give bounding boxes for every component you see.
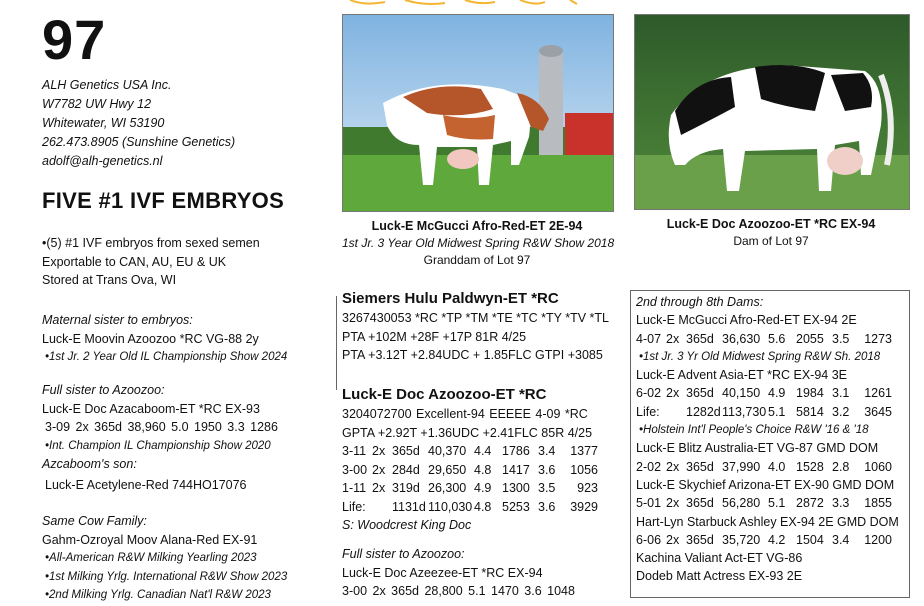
consignor-line: ALH Genetics USA Inc.: [42, 78, 172, 92]
sire-line: PTA +102M +28F +17P 81R 4/25: [342, 329, 527, 344]
rec-cell: 3-00: [342, 462, 368, 477]
photo-granddam: [342, 14, 614, 212]
sire-line: PTA +3.12T +2.84UDC + 1.85FLC GTPI +3085: [342, 348, 603, 362]
rec-cell: 2x: [372, 462, 386, 477]
rec-cell: 1377: [570, 444, 598, 458]
cow-red-white-image: [343, 15, 613, 211]
dam-8-name: Dodeb Matt Actress EX-93 2E: [636, 569, 803, 584]
dam-4-record: [636, 458, 909, 476]
dam-7-name: Kachina Valiant Act-ET VG-86: [636, 551, 803, 566]
rec-cell: 5814: [796, 404, 824, 419]
dam-record-row: [342, 479, 612, 498]
rec-cell: 1261: [864, 386, 892, 401]
dam-record-row: [342, 461, 612, 480]
sire-line: 3267430053 *RC *TP *TM *TE *TC *TY *TV *TL: [342, 311, 610, 325]
dam-line: GPTA +2.92T +1.36UDC +2.41FLC 85R 4/25: [342, 425, 593, 440]
rec-cell: 4.9: [768, 386, 786, 401]
rec-cell: 1984: [796, 386, 824, 401]
maternal-sister-name: Luck-E Moovin Azoozoo *RC VG-88 2y: [42, 331, 259, 346]
offering-block: [42, 234, 260, 290]
rec-cell: 2x: [372, 481, 386, 495]
dams-box: [630, 290, 910, 598]
dams-label: 2nd through 8th Dams:: [636, 295, 764, 309]
caption-dam: [634, 216, 908, 250]
dam-6-record: [636, 531, 909, 549]
photo-dam: [634, 14, 910, 210]
rec-cell: 1417: [502, 462, 530, 477]
same-family-note: •1st Milking Yrlg. International R&W Show 2023: [45, 570, 288, 583]
rec-cell: 4.0: [768, 459, 786, 474]
caption-granddam: [342, 218, 615, 269]
rec-cell: 4.4: [474, 444, 492, 458]
rec-cell: 365d: [392, 444, 420, 458]
rec-cell: 113,730: [722, 404, 767, 419]
rec-cell: 6-02: [636, 386, 662, 401]
rec-cell: 5253: [502, 499, 530, 514]
rec-cell: 1300: [502, 481, 530, 495]
sire-block: [342, 289, 609, 365]
rec-cell: 36,630: [722, 331, 761, 346]
rec-cell: 4.8: [474, 499, 492, 514]
rec-cell: 35,720: [722, 532, 761, 547]
dam-3-record: [636, 384, 909, 402]
full-sister2-record: 3-00 2x 365d 28,800 5.1 1470 3.6 1048: [342, 584, 575, 598]
rec-cell: 56,280: [722, 496, 761, 511]
rec-cell: 2-02: [636, 459, 662, 474]
rec-cell: 365d: [686, 496, 714, 511]
rec-cell: 1056: [570, 462, 598, 477]
rec-cell: 4.2: [768, 532, 786, 547]
rec-cell: 2.8: [832, 459, 850, 474]
rec-cell: 1-11: [342, 481, 367, 495]
dam-life-row: [342, 498, 612, 517]
rec-cell: 6-06: [636, 532, 662, 547]
rec-cell: 5-01: [636, 496, 662, 511]
rec-cell: 110,030: [428, 499, 473, 514]
rec-cell: 2x: [666, 459, 680, 474]
rec-cell: 5.1: [768, 496, 786, 511]
rec-cell: 1504: [796, 532, 824, 547]
dam-name: Luck-E Doc Azoozoo-ET *RC: [342, 386, 547, 403]
rec-cell: 26,300: [428, 481, 467, 495]
dam-sire-line: S: Woodcrest King Doc: [342, 518, 472, 532]
full-sister-block: [42, 381, 278, 494]
maternal-sister-block: [42, 311, 287, 367]
rec-cell: 3.5: [832, 331, 850, 346]
rec-cell: 1855: [864, 496, 892, 511]
granddam-relation: Granddam of Lot 97: [423, 253, 531, 267]
rec-cell: Life:: [636, 404, 660, 419]
dam-2-note: •1st Jr. 3 Yr Old Midwest Spring R&W Sh. 2018: [639, 350, 881, 363]
dam-5-name: Luck-E Skychief Arizona-ET EX-90 GMD DOM: [636, 477, 895, 492]
full-sister-record: 3-09 2x 365d 38,960 5.0 1950 3.3 1286: [45, 420, 278, 434]
same-family-note: •All-American R&W Milking Yearling 2023: [45, 552, 257, 564]
rec-cell: 3645: [864, 404, 892, 419]
divider-line: [336, 296, 337, 390]
dam-photo-name: Luck-E Doc Azoozoo-ET *RC EX-94: [666, 217, 876, 231]
rec-cell: 3.6: [538, 499, 556, 514]
full-sister-note: •Int. Champion IL Championship Show 2020: [45, 439, 271, 452]
rec-cell: 284d: [392, 462, 420, 477]
rec-cell: 2x: [666, 331, 680, 346]
rec-cell: 5.6: [768, 331, 786, 346]
dam-3-life: [636, 403, 909, 421]
son-label: Azcaboom's son:: [42, 457, 137, 471]
dam-2-name: Luck-E McGucci Afro-Red-ET EX-94 2E: [636, 313, 857, 328]
rec-cell: 29,650: [428, 462, 467, 477]
rec-cell: 3.5: [538, 481, 556, 495]
offering-line: Exportable to CAN, AU, EU & UK: [42, 254, 227, 269]
son-name: Luck-E Acetylene-Red 744HO17076: [45, 477, 247, 492]
maternal-sister-label: Maternal sister to embryos:: [42, 313, 193, 327]
rec-cell: 40,150: [722, 386, 761, 401]
same-family-label: Same Cow Family:: [42, 514, 147, 528]
headline: FIVE #1 IVF EMBRYOS: [42, 188, 285, 213]
rec-cell: 1131d: [392, 499, 426, 514]
rec-cell: 3.1: [832, 386, 850, 401]
same-family-block: [42, 512, 287, 605]
lot-number: 97: [42, 8, 107, 71]
full-sister-name: Luck-E Doc Azacaboom-ET *RC EX-93: [42, 401, 260, 416]
same-family-note: •2nd Milking Yrlg. Canadian Nat'l R&W 2023: [45, 589, 271, 601]
rec-cell: 3929: [570, 499, 598, 514]
dam-5-record: [636, 494, 909, 512]
dam-4-name: Luck-E Blitz Australia-ET VG-87 GMD DOM: [636, 441, 879, 456]
rec-cell: 1786: [502, 444, 530, 458]
same-family-name: Gahm-Ozroyal Moov Alana-Red EX-91: [42, 532, 258, 547]
consignor-address: [42, 76, 235, 171]
rec-cell: 3.4: [832, 532, 850, 547]
rec-cell: 923: [577, 481, 598, 495]
rec-cell: 2055: [796, 331, 824, 346]
rec-cell: 40,370: [428, 444, 467, 458]
consignor-phone: 262.473.8905 (Sunshine Genetics): [42, 135, 236, 149]
rec-cell: 4-07: [636, 331, 662, 346]
full-sister-label: Full sister to Azoozoo:: [42, 383, 165, 397]
rec-cell: 365d: [686, 459, 714, 474]
rec-cell: 1282d: [686, 404, 721, 419]
rec-cell: 3.3: [832, 496, 850, 511]
dam-record-row: [342, 442, 612, 461]
rec-cell: 1273: [864, 331, 892, 346]
rec-cell: 37,990: [722, 459, 761, 474]
full-sister2-block: [342, 545, 575, 601]
rec-cell: 3-11: [342, 444, 367, 458]
dam-photo-relation: Dam of Lot 97: [733, 234, 809, 248]
rec-cell: 1200: [864, 532, 892, 547]
dam-block: [342, 385, 612, 535]
rec-cell: 2x: [666, 496, 680, 511]
rec-cell: 4.9: [474, 481, 492, 495]
offering-line: •(5) #1 IVF embryos from sexed semen: [42, 236, 260, 250]
rec-cell: 319d: [392, 481, 420, 495]
maternal-sister-note: •1st Jr. 2 Year Old IL Championship Show 2024: [45, 351, 288, 363]
rec-cell: 5.1: [768, 404, 786, 419]
dam-3-name: Luck-E Advent Asia-ET *RC EX-94 3E: [636, 368, 847, 383]
consignor-line: Whitewater, WI 53190: [42, 116, 165, 130]
rec-cell: 4.8: [474, 462, 492, 477]
dams-list: [631, 291, 909, 586]
rec-cell: 365d: [686, 331, 714, 346]
top-decoration: [345, 0, 585, 6]
cow-black-white-image: [635, 15, 909, 209]
granddam-name: Luck-E McGucci Afro-Red-ET 2E-94: [371, 219, 583, 233]
rec-cell: 1060: [864, 459, 892, 474]
consignor-email: adolf@alh-genetics.nl: [42, 154, 163, 168]
full-sister2-label: Full sister to Azoozoo:: [342, 547, 465, 561]
consignor-line: W7782 UW Hwy 12: [42, 97, 152, 111]
full-sister2-name: Luck-E Doc Azeezee-ET *RC EX-94: [342, 565, 543, 580]
rec-cell: 2x: [372, 444, 386, 458]
rec-cell: 3.2: [832, 404, 850, 419]
rec-cell: Life:: [342, 499, 366, 514]
dam-line: 3204072700 Excellent-94 EEEEE 4-09 *RC: [342, 407, 588, 421]
dam-6-name: Hart-Lyn Starbuck Ashley EX-94 2E GMD DOM: [636, 514, 899, 529]
sire-name: Siemers Hulu Paldwyn-ET *RC: [342, 290, 559, 307]
granddam-award: 1st Jr. 3 Year Old Midwest Spring R&W Show 2018: [342, 236, 615, 250]
rec-cell: 2x: [666, 386, 680, 401]
rec-cell: 365d: [686, 386, 714, 401]
offering-line: Stored at Trans Ova, WI: [42, 273, 177, 287]
rec-cell: 3.4: [538, 444, 556, 458]
rec-cell: 3.6: [538, 462, 556, 477]
dam-2-record: [636, 330, 909, 348]
rec-cell: 365d: [686, 532, 714, 547]
rec-cell: 1528: [796, 459, 824, 474]
dam-3-note: •Holstein Int'l People's Choice R&W '16 & '18: [639, 424, 869, 437]
rec-cell: 2872: [796, 496, 824, 511]
rec-cell: 2x: [666, 532, 680, 547]
